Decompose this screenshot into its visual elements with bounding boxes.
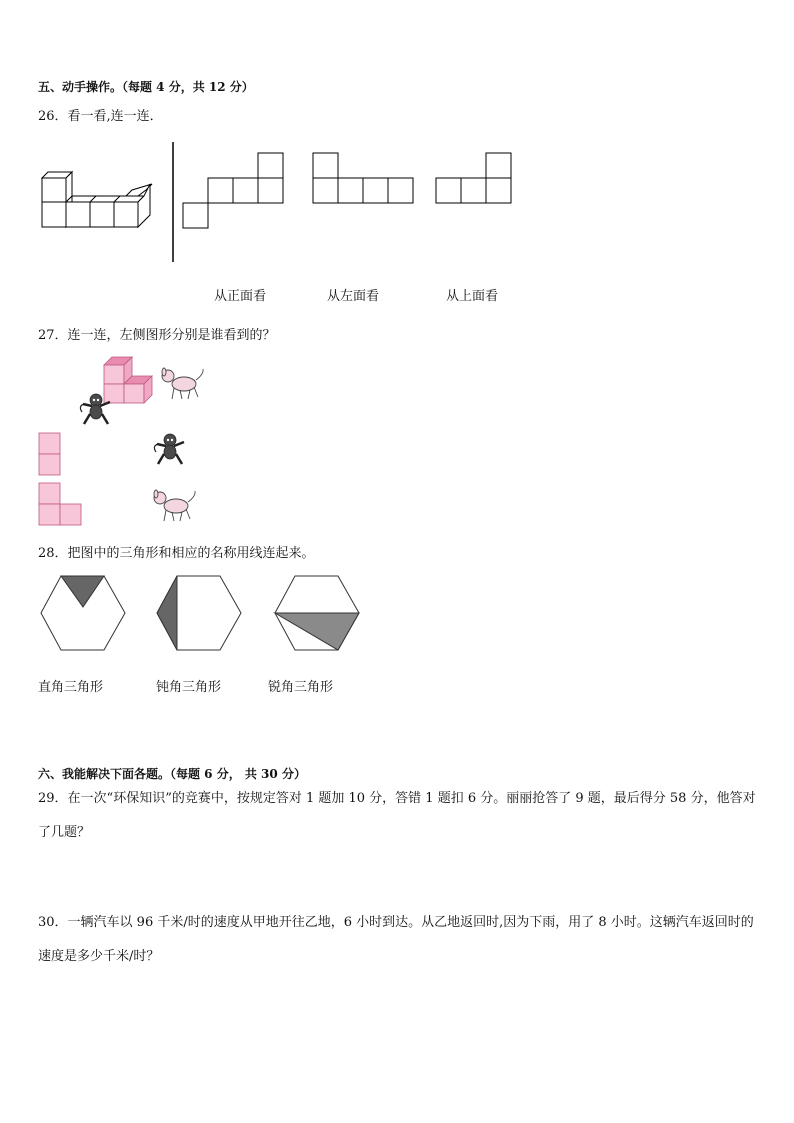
section-6-title: 六、我能解决下面各题。（每题 6 分， 共 30 分） [38, 767, 306, 781]
question-29: 29．在一次“环保知识”的竞赛中，按规定答对 1 题加 10 分，答错 1 题扣 6 分。丽丽抢答了 9 题，最后得分 58 分，他答对了几题？ [38, 791, 756, 840]
view-shape-b [313, 153, 414, 204]
view-label-front: 从正面看 [214, 289, 267, 304]
question-30: 30．一辆汽车以 96 千米/时的速度从甲地开往乙地，6 小时到达。从乙地返回时,因为下雨，用了 8 小时。这辆汽车返回时的速度是多少千米/时？ [38, 915, 754, 964]
dog-icon [160, 366, 206, 402]
monkey-icon [78, 392, 114, 428]
hexagon-triangle-acute [274, 575, 360, 651]
triangle-name-acute: 锐角三角形 [268, 680, 334, 695]
vertical-divider [171, 142, 175, 262]
hexagon-triangle-obtuse [156, 575, 242, 651]
view-shape-c [436, 153, 512, 204]
question-27: 27．连一连，左侧图形分别是谁看到的？ [38, 328, 276, 343]
dog-icon [152, 488, 198, 524]
view-shape-a [183, 153, 284, 229]
triangle-name-obtuse: 钝角三角形 [156, 680, 222, 695]
pink-view-l-shape [38, 482, 83, 526]
section-5-title: 五、动手操作。（每题 4 分，共 12 分） [38, 80, 254, 94]
hexagon-triangle-right [40, 575, 126, 651]
cube-solid-figure [40, 176, 155, 230]
pink-view-two-vertical [38, 432, 62, 476]
view-label-left: 从左面看 [327, 289, 380, 304]
view-label-top: 从上面看 [446, 289, 499, 304]
triangle-name-right: 直角三角形 [38, 680, 104, 695]
question-28: 28．把图中的三角形和相应的名称用线连起来。 [38, 546, 315, 561]
question-26: 26．看一看,连一连． [38, 109, 163, 124]
monkey-icon [152, 432, 188, 468]
